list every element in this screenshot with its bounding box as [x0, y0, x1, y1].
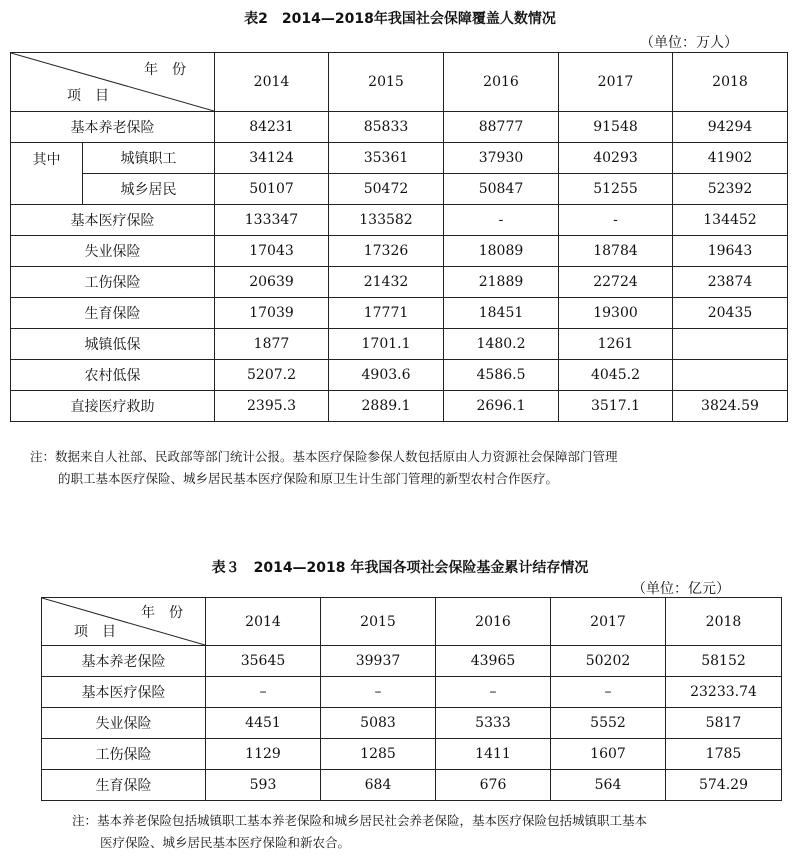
cell: 50472 — [329, 174, 444, 205]
cell: 23874 — [673, 267, 788, 298]
table2-title: 表2 2014—2018年我国社会保障覆盖人数情况 — [244, 11, 556, 27]
table3-unit: （单位：亿元） — [632, 581, 730, 597]
table3-diagonal-header — [42, 598, 206, 646]
table-row — [42, 708, 782, 739]
year-header: 2015 — [329, 53, 444, 112]
cell: 84231 — [215, 112, 329, 143]
cell: – — [321, 677, 436, 708]
row-label: 生育保险 — [11, 298, 215, 329]
cell: 17771 — [329, 298, 444, 329]
cell: 35645 — [206, 646, 321, 677]
year-header: 2016 — [436, 598, 551, 646]
cell: 39937 — [321, 646, 436, 677]
year-label: 年 份 — [144, 62, 186, 78]
cell — [673, 329, 788, 360]
table2-diagonal-header — [11, 53, 215, 112]
cell: 17326 — [329, 236, 444, 267]
row-label: 农村低保 — [11, 360, 215, 391]
table3-note — [72, 810, 647, 854]
note-line: 注：基本养老保险包括城镇职工基本养老保险和城乡居民社会养老保险，基本医疗保险包括城镇职工基本 — [72, 813, 648, 828]
cell: 1701.1 — [329, 329, 444, 360]
year-header: 2018 — [666, 598, 782, 646]
cell: 1877 — [215, 329, 329, 360]
row-label: 工伤保险 — [42, 739, 206, 770]
cell: 574.29 — [666, 770, 782, 801]
year-header: 2017 — [559, 53, 673, 112]
cell: - — [559, 205, 673, 236]
table-row — [11, 391, 788, 422]
cell: 50202 — [551, 646, 666, 677]
cell: 85833 — [329, 112, 444, 143]
cell: 21889 — [444, 267, 559, 298]
cell: 4586.5 — [444, 360, 559, 391]
row-label: 失业保险 — [11, 236, 215, 267]
cell: 21432 — [329, 267, 444, 298]
year-header: 2017 — [551, 598, 666, 646]
cell: – — [206, 677, 321, 708]
year-header: 2018 — [673, 53, 788, 112]
cell: – — [551, 677, 666, 708]
cell: 88777 — [444, 112, 559, 143]
cell: 133582 — [329, 205, 444, 236]
table-row — [42, 646, 782, 677]
cell: 134452 — [673, 205, 788, 236]
year-header: 2016 — [444, 53, 559, 112]
cell: 20639 — [215, 267, 329, 298]
table-row — [11, 298, 788, 329]
cell: 5552 — [551, 708, 666, 739]
row-label: 基本医疗保险 — [11, 205, 215, 236]
cell: 23233.74 — [666, 677, 782, 708]
cell: 1261 — [559, 329, 673, 360]
cell — [673, 360, 788, 391]
cell: 4045.2 — [559, 360, 673, 391]
cell: 3517.1 — [559, 391, 673, 422]
table3-title: 表３ 2014—2018 年我国各项社会保险基金累计结存情况 — [211, 560, 589, 576]
cell: 3824.59 — [673, 391, 788, 422]
row-label: 城镇职工 — [83, 143, 215, 174]
cell: 5083 — [321, 708, 436, 739]
cell: 18089 — [444, 236, 559, 267]
cell: 18451 — [444, 298, 559, 329]
cell: 4903.6 — [329, 360, 444, 391]
cell: 19300 — [559, 298, 673, 329]
cell: 43965 — [436, 646, 551, 677]
table2 — [10, 52, 788, 422]
table2-note — [30, 446, 618, 490]
cell: 1285 — [321, 739, 436, 770]
cell: 1129 — [206, 739, 321, 770]
cell: - — [444, 205, 559, 236]
year-header: 2014 — [206, 598, 321, 646]
year-label: 年 份 — [141, 605, 183, 621]
cell: 1411 — [436, 739, 551, 770]
cell: – — [436, 677, 551, 708]
row-label: 基本医疗保险 — [42, 677, 206, 708]
cell: 4451 — [206, 708, 321, 739]
note-line: 医疗保险、城乡居民基本医疗保险和新农合。 — [100, 835, 351, 850]
row-label: 基本养老保险 — [42, 646, 206, 677]
cell: 593 — [206, 770, 321, 801]
cell: 51255 — [559, 174, 673, 205]
cell: 19643 — [673, 236, 788, 267]
row-label: 基本养老保险 — [11, 112, 215, 143]
item-label: 项 目 — [67, 88, 109, 104]
cell: 40293 — [559, 143, 673, 174]
table3-header-row — [42, 598, 782, 646]
row-label: 生育保险 — [42, 770, 206, 801]
cell: 94294 — [673, 112, 788, 143]
cell: 5817 — [666, 708, 782, 739]
table-row — [42, 770, 782, 801]
row-label: 城乡居民 — [83, 174, 215, 205]
cell: 17043 — [215, 236, 329, 267]
cell: 52392 — [673, 174, 788, 205]
cell: 50107 — [215, 174, 329, 205]
item-label: 项 目 — [74, 624, 116, 640]
table-row — [11, 267, 788, 298]
table-row — [11, 205, 788, 236]
cell: 20435 — [673, 298, 788, 329]
cell: 58152 — [666, 646, 782, 677]
cell: 18784 — [559, 236, 673, 267]
table-row — [11, 360, 788, 391]
group-label: 其中 — [11, 143, 83, 205]
cell: 91548 — [559, 112, 673, 143]
cell: 50847 — [444, 174, 559, 205]
year-header: 2014 — [215, 53, 329, 112]
cell: 41902 — [673, 143, 788, 174]
row-label: 直接医疗救助 — [11, 391, 215, 422]
row-label: 城镇低保 — [11, 329, 215, 360]
table-row — [42, 739, 782, 770]
cell: 1785 — [666, 739, 782, 770]
cell: 564 — [551, 770, 666, 801]
table2-header-row — [11, 53, 788, 112]
cell: 5207.2 — [215, 360, 329, 391]
row-label: 工伤保险 — [11, 267, 215, 298]
cell: 22724 — [559, 267, 673, 298]
cell: 1607 — [551, 739, 666, 770]
cell: 2696.1 — [444, 391, 559, 422]
cell: 37930 — [444, 143, 559, 174]
cell: 34124 — [215, 143, 329, 174]
cell: 133347 — [215, 205, 329, 236]
cell: 1480.2 — [444, 329, 559, 360]
cell: 35361 — [329, 143, 444, 174]
cell: 5333 — [436, 708, 551, 739]
cell: 676 — [436, 770, 551, 801]
note-line: 注：数据来自人社部、民政部等部门统计公报。基本医疗保险参保人数包括原由人力资源社会保障部门管理 — [30, 449, 618, 464]
cell: 2395.3 — [215, 391, 329, 422]
table-row — [42, 677, 782, 708]
table-row — [11, 112, 788, 143]
cell: 684 — [321, 770, 436, 801]
table-row — [11, 329, 788, 360]
row-label: 失业保险 — [42, 708, 206, 739]
cell: 17039 — [215, 298, 329, 329]
table-row — [11, 174, 788, 205]
table2-unit: （单位：万人） — [640, 35, 738, 51]
table3 — [41, 597, 782, 801]
note-line: 的职工基本医疗保险、城乡居民基本医疗保险和原卫生计生部门管理的新型农村合作医疗。 — [58, 471, 559, 486]
cell: 2889.1 — [329, 391, 444, 422]
table-row — [11, 236, 788, 267]
table-row — [11, 143, 788, 174]
year-header: 2015 — [321, 598, 436, 646]
